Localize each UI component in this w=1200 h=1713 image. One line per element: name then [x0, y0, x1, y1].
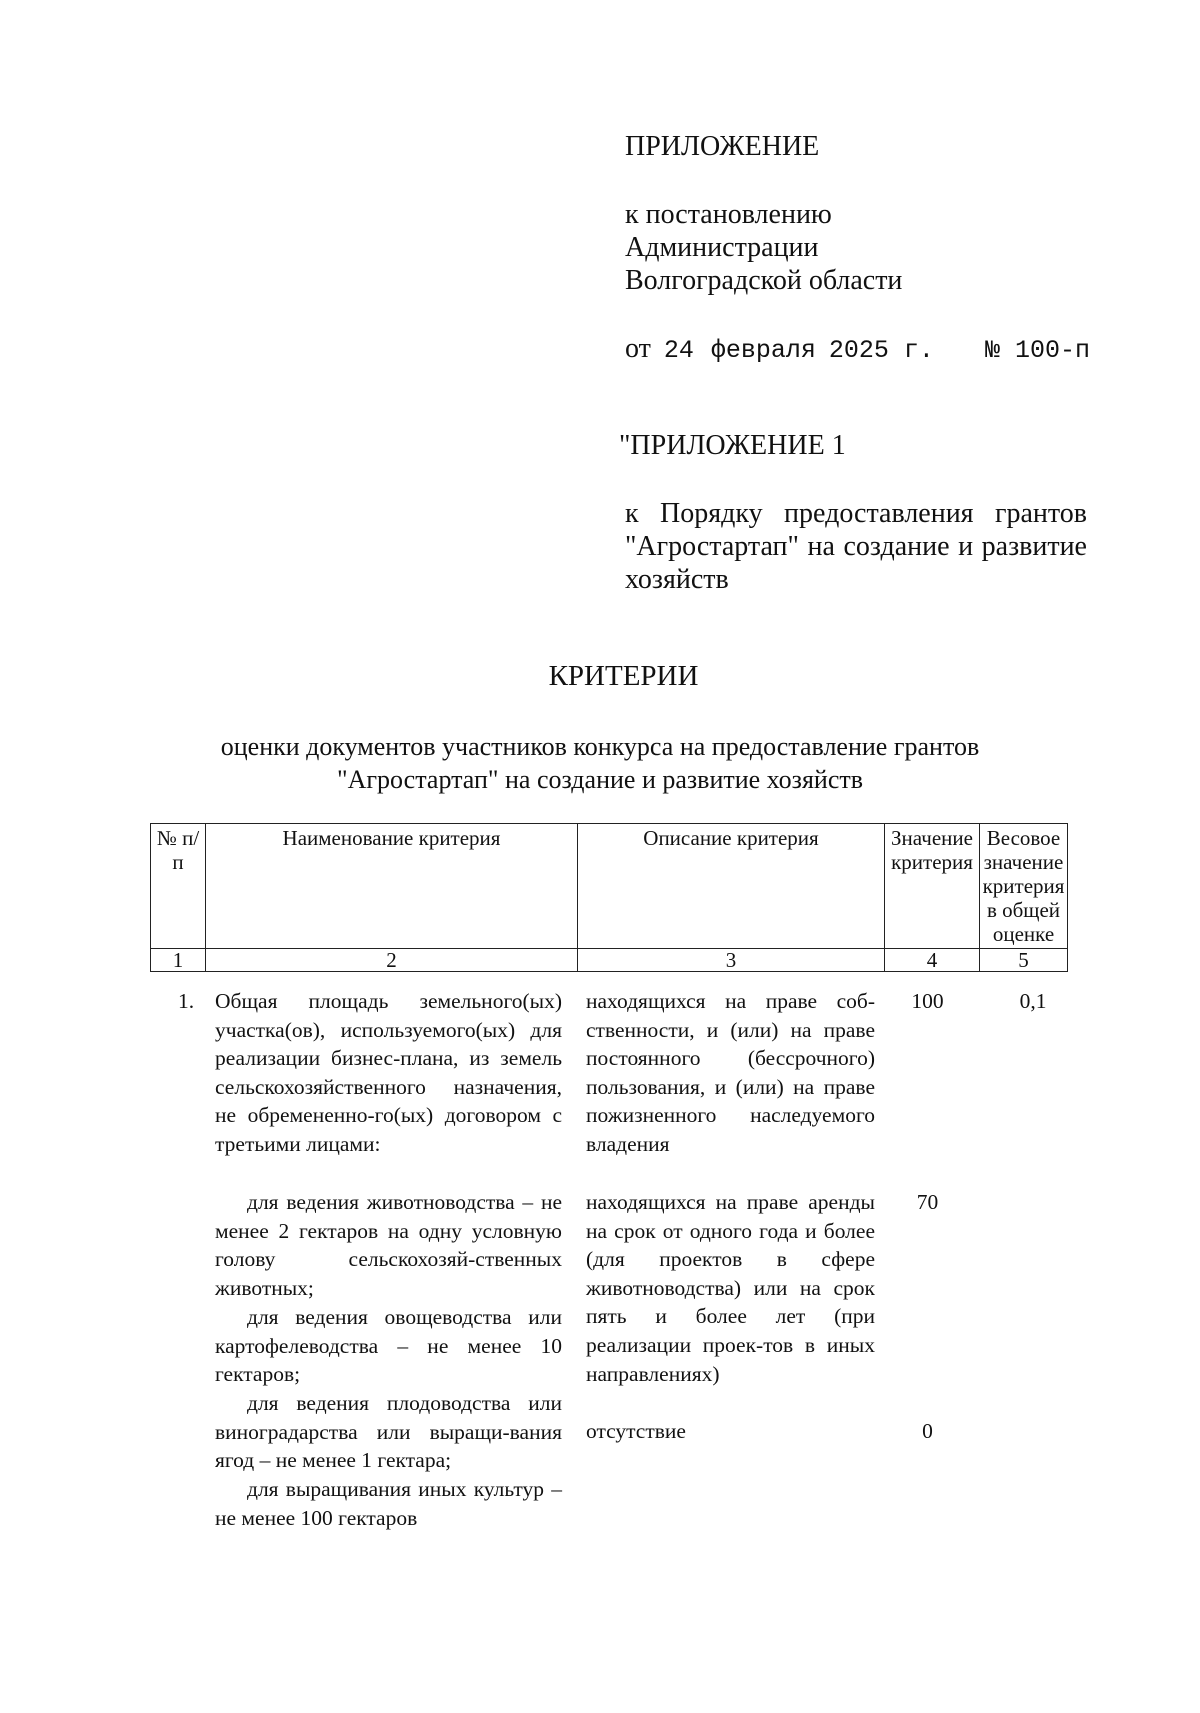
subheading-line-1: оценки документов участников конкурса на предоставление грантов	[220, 732, 980, 761]
resolution-date	[625, 332, 1090, 367]
appendix-title: ПРИЛОЖЕНИЕ	[625, 131, 820, 162]
header-criterion-description: Описание критерия	[578, 824, 885, 949]
criterion-item-fruits: для ведения плодоводства или виноградарства или выращи-вания ягод – не менее 1 гектара;	[215, 1391, 562, 1473]
criterion-weight: 0,1	[1019, 989, 1047, 1013]
header-criterion-name: Наименование критерия	[206, 824, 578, 949]
option-lease-description: находящихся на праве аренды на срок от одного года и более (для проектов в сфере животноводства) или на срок пять и более лет (при реализации проек-тов в иных направлениях)	[586, 1190, 875, 1386]
appendix-1-line-3: хозяйств	[625, 564, 729, 595]
date-prefix: от	[625, 333, 651, 364]
document-heading: КРИТЕРИИ	[548, 660, 699, 692]
option-ownership-description: находящихся на праве соб-ственности, и (или) на праве постоянного (бессрочного) пользования, и (или) на праве пожизненного наследуемого владения	[586, 989, 875, 1156]
criterion-item-livestock: для ведения животноводства – не менее 2 гектаров на одну условную голову сельскохозяй-ственных животных;	[215, 1190, 562, 1300]
row-number: 1.	[178, 989, 195, 1013]
appendix-1-title: "ПРИЛОЖЕНИЕ 1	[619, 430, 846, 461]
column-number-2: 2	[206, 949, 578, 972]
criterion-name-intro: Общая площадь земельного(ых) участка(ов), используемого(ых) для реализации бизнес-плана, из земель сельскохозяйственного назначения, не обремененно-го(ых) договором с третьими лицами:	[215, 989, 562, 1156]
column-number-4: 4	[885, 949, 980, 972]
option-absence-value: 0	[922, 1419, 933, 1443]
column-number-1: 1	[151, 949, 206, 972]
option-absence-description: отсутствие	[586, 1419, 686, 1443]
option-lease-value: 70	[916, 1190, 939, 1214]
date-month: февраля	[710, 336, 816, 365]
header-criterion-weight: Весовое значение критерия в общей оценке	[980, 824, 1068, 949]
criterion-item-other-crops: для выращивания иных культур – не менее 100 гектаров	[215, 1477, 562, 1530]
criteria-table-header	[150, 823, 1068, 972]
header-number: № п/п	[151, 824, 206, 949]
subheading-line-2: "Агростартап" на создание и развитие хозяйств	[336, 765, 864, 794]
column-number-5: 5	[980, 949, 1068, 972]
resolution-line-3: Волгоградской области	[625, 265, 903, 296]
header-criterion-value: Значение критерия	[885, 824, 980, 949]
resolution-line-2: Администрации	[625, 232, 819, 263]
appendix-1-line-1: к Порядку предоставления грантов	[625, 498, 1087, 529]
date-year: 2025 г.	[828, 336, 934, 365]
criterion-item-vegetables: для ведения овощеводства или картофелеводства – не менее 10 гектаров;	[215, 1305, 562, 1387]
resolution-line-1: к постановлению	[625, 199, 832, 230]
option-ownership-value: 100	[911, 989, 944, 1013]
column-number-3: 3	[578, 949, 885, 972]
resolution-number: № 100-п	[984, 336, 1090, 365]
appendix-1-line-2: "Агростартап" на создание и развитие	[625, 531, 1087, 562]
date-day: 24	[663, 336, 694, 365]
